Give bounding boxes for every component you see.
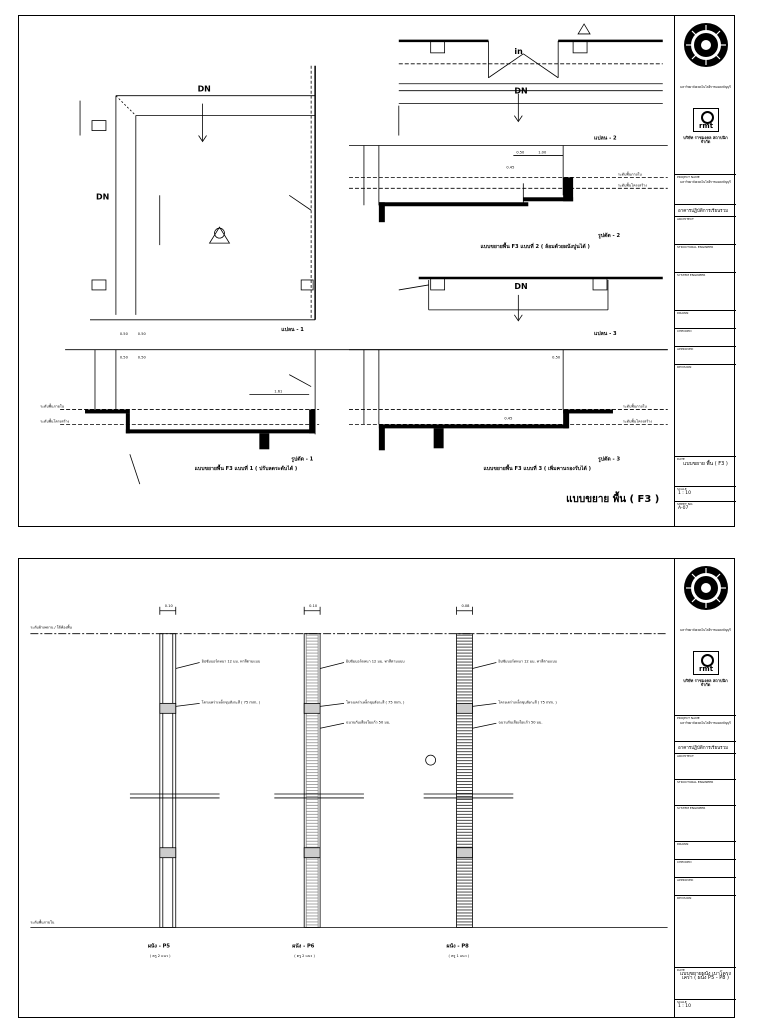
tb-sheet-title: แบบขยายผนัง เบาโครงเคร่า ( ผนัง P5 - P8 ) <box>680 971 731 981</box>
wall-p6-note: ( ตรู 2 แนว ) <box>294 954 315 959</box>
section-3-title: รูปตัด - 3 <box>598 456 621 463</box>
tb-row: SYSTEM ENGINEER <box>675 805 736 806</box>
dim-label: 0.50 <box>137 355 146 360</box>
dim-label: 1.61 <box>274 389 283 394</box>
note-gypsum: ยิปซัมบอร์ดหนา 12 มม. ทาสีตามแบบ <box>201 659 261 664</box>
wall-width-dim: 0.10 <box>164 603 173 608</box>
dim-label: 0.50 <box>119 331 128 336</box>
tb-row-project: PROJECT NAME <box>675 174 736 175</box>
firm-logo <box>693 108 719 132</box>
wall-p8-code: ผนัง - P8 <box>446 943 469 950</box>
plan-1-title: แปลน - 1 <box>281 326 304 333</box>
in-label-plan2: in <box>514 46 523 56</box>
tb-row: DATE <box>675 967 736 968</box>
university-seal-icon <box>683 565 729 611</box>
dim-label: 0.50 <box>552 355 561 360</box>
tb-row: REVISION <box>675 895 736 896</box>
slab-level-label: ระดับพื้นโครงสร้าง <box>622 419 653 424</box>
dim-label: 0.50 <box>516 150 525 155</box>
sheet-title: แบบขยาย พื้น ( F3 ) <box>566 494 660 506</box>
section-2-title: รูปตัด - 2 <box>598 233 621 240</box>
dn-label-plan2: DN <box>514 86 528 96</box>
plan-2-title: แปลน - 2 <box>594 135 617 142</box>
tb-row: CHECKED <box>675 328 736 329</box>
dim-label: 0.45 <box>506 165 515 170</box>
logo-text: rmt <box>698 122 714 130</box>
note-frame: โครงเคร่าเหล็กชุบสังกะสี ( 75 mm. ) <box>201 700 261 705</box>
tb-row-scale: SCALE 1 : 10 <box>675 999 736 1000</box>
floor-detail-drawing <box>19 16 674 526</box>
wall-detail-drawing <box>19 559 674 1017</box>
section-1-caption: แบบขยายพื้น F3 แบบที่ 1 ( ปรับลดระดับได้ ) <box>194 466 298 473</box>
swirl-icon <box>701 654 714 667</box>
tb-row-project: PROJECT NAME <box>675 715 736 716</box>
tb-row-project-name: อาคารปฏิบัติการเรียนรวม <box>675 741 736 742</box>
note-gypsum: ยิปซัมบอร์ดหนา 12 มม. ทาสีตามแบบ <box>346 659 405 664</box>
section-1-title: รูปตัด - 1 <box>291 456 314 463</box>
drawing-sheet-floor-details <box>18 15 735 527</box>
tb-row: DRAWN <box>675 841 736 842</box>
tb-row: DRAWN <box>675 310 736 311</box>
tb-row: SYSTEM ENGINEER <box>675 272 736 273</box>
tb-row: REVISION <box>675 364 736 365</box>
ceiling-level-label: ระดับฝ้าเพดาน / ใต้ท้องพื้น <box>30 625 72 630</box>
wall-p5-note: ( ตรู 2 แนว ) <box>149 954 171 959</box>
firm-logo <box>693 651 719 675</box>
note-frame: โครงเคร่าเหล็กชุบสังกะสี ( 75 mm. ) <box>346 700 405 705</box>
org-name: มหาวิทยาลัยเทคโนโลยีราชมงคลธัญบุรี <box>680 85 731 89</box>
floor-level-label: ระดับพื้นภายใน <box>622 404 647 409</box>
firm-name: บริษัท ราชมงคล สถาปนิก จำกัด <box>683 135 728 144</box>
tb-row: ARCHITECT <box>675 753 736 754</box>
tb-sheet-title: แบบขยาย พื้น ( F3 ) <box>683 461 728 467</box>
dim-label: 1.00 <box>538 150 547 155</box>
plan-3-title: แปลน - 3 <box>594 330 617 337</box>
tb-row-project-name: อาคารปฏิบัติการเรียนรวม <box>675 204 736 205</box>
note-insulation: ฉนวนกันเสียงใยแก้ว 50 มม. <box>498 720 543 725</box>
floor-level-label: ระดับพื้นภายใน <box>30 920 55 925</box>
logo-text: rmt <box>698 665 714 673</box>
wall-width-dim: 0.10 <box>309 603 318 608</box>
tb-row: STRUCTURAL ENGINEER <box>675 244 736 245</box>
wall-p8-note: ( ตรู 1 แนว ) <box>448 954 470 959</box>
dim-label: 0.50 <box>137 331 146 336</box>
wall-p6-code: ผนัง - P6 <box>292 943 315 950</box>
org-name: มหาวิทยาลัยเทคโนโลยีราชมงคลธัญบุรี <box>680 628 731 632</box>
tb-row-sheet-no: SHEET NO. A-07 <box>675 501 736 502</box>
drawing-sheet-wall-details <box>18 558 735 1018</box>
owner-name: มหาวิทยาลัยเทคโนโลยีราชมงคลธัญบุรี <box>680 721 731 725</box>
firm-name: บริษัท ราชมงคล สถาปนิก จำกัด <box>683 678 728 687</box>
dim-label: 0.50 <box>119 355 128 360</box>
tb-row: STRUCTURAL ENGINEER <box>675 779 736 780</box>
tb-row: DATE <box>675 456 736 457</box>
slab-level-label: ระดับพื้นโครงสร้าง <box>40 419 70 424</box>
dn-label-plan1-side: DN <box>95 192 110 202</box>
section-2-caption: แบบขยายพื้น F3 แบบที่ 2 ( ล้อมด้วยผนังปูนได้ ) <box>480 244 590 251</box>
tb-row: ARCHITECT <box>675 216 736 217</box>
title-block <box>674 559 736 1017</box>
slab-level-label: ระดับพื้นโครงสร้าง <box>617 183 648 188</box>
tb-row: CHECKED <box>675 859 736 860</box>
dim-label: 0.45 <box>504 416 513 421</box>
section-3-caption: แบบขยายพื้น F3 แบบที่ 3 ( เพิ่มคานรองรับได้ ) <box>483 466 591 473</box>
swirl-icon <box>701 111 714 124</box>
tb-row-scale: SCALE 1 : 10 <box>675 486 736 487</box>
note-frame: โครงเคร่าเหล็กชุบสังกะสี ( 75 mm. ) <box>498 700 557 705</box>
note-insulation: ฉนวนกันเสียงใยแก้ว 50 มม. <box>346 720 391 725</box>
tb-row: APPROVED <box>675 877 736 878</box>
floor-level-label: ระดับพื้นภายใน <box>40 404 65 409</box>
note-gypsum: ยิปซัมบอร์ดหนา 12 มม. ทาสีตามแบบ <box>498 659 557 664</box>
university-seal-icon <box>683 22 729 68</box>
floor-level-label: ระดับพื้นภายใน <box>617 172 642 177</box>
wall-width-dim: 0.08 <box>461 603 470 608</box>
tb-row: APPROVED <box>675 346 736 347</box>
dn-label-plan3: DN <box>514 281 528 291</box>
dn-label-plan1: DN <box>197 84 211 94</box>
title-block <box>674 16 736 526</box>
owner-name: มหาวิทยาลัยเทคโนโลยีราชมงคลธัญบุรี <box>680 180 731 184</box>
wall-p5-code: ผนัง - P5 <box>147 943 171 950</box>
